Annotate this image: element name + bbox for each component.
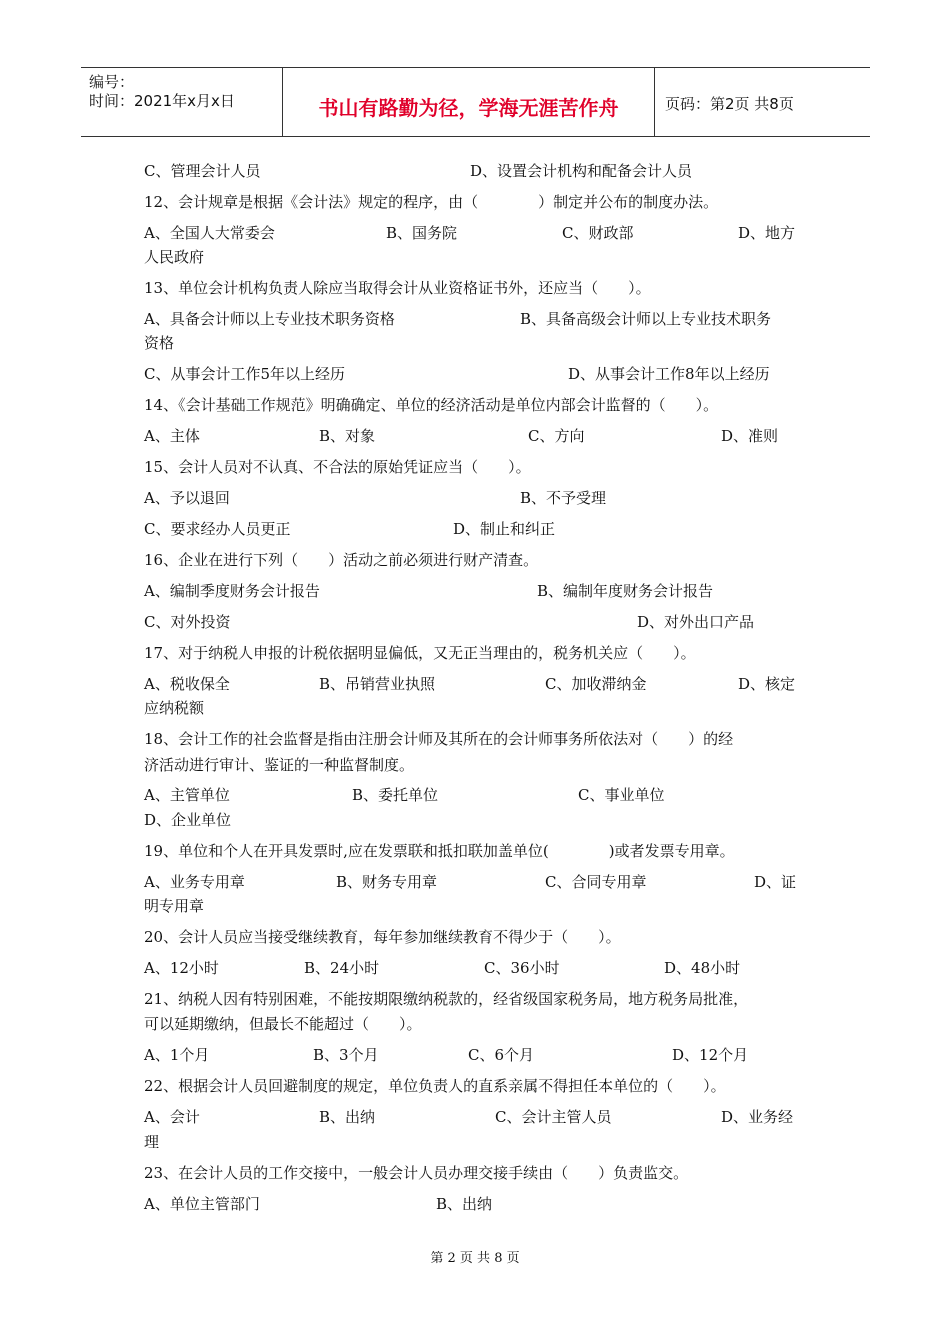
q22-option-d: D、业务经: [721, 1108, 794, 1126]
header-motto-cell: [283, 68, 655, 136]
q19-option-a: A、业务专用章: [144, 873, 245, 891]
q11-option-c: C、管理会计人员: [144, 162, 261, 180]
q15-stem: 15、会计人员对不认真、不合法的原始凭证应当（ ）。: [144, 458, 531, 476]
q18-stem-line-1: 18、会计工作的社会监督是指由注册会计师及其所在的会计师事务所依法对（ ）的经: [144, 730, 734, 748]
q17-option-b: B、吊销营业执照: [319, 675, 436, 693]
q14-option-d: D、准则: [721, 427, 779, 445]
q12-option-c: C、财政部: [562, 224, 634, 242]
q12-option-d-cont: 人民政府: [144, 248, 205, 266]
q19-stem: 19、单位和个人在开具发票时,应在发票联和抵扣联加盖单位( )或者发票专用章。: [144, 842, 735, 860]
q16-option-d: D、对外出口产品: [637, 613, 755, 631]
q15-option-b: B、不予受理: [520, 489, 607, 507]
q20-option-a: A、12小时: [144, 959, 219, 977]
q23-stem: 23、在会计人员的工作交接中，一般会计人员办理交接手续由（ ）负责监交。: [144, 1164, 689, 1182]
q13-option-c: C、从事会计工作5年以上经历: [144, 365, 346, 383]
q19-option-c: C、合同专用章: [545, 873, 647, 891]
page-header: [81, 67, 870, 137]
q22-option-c: C、会计主管人员: [495, 1108, 612, 1126]
q22-option-a: A、会计: [144, 1108, 200, 1126]
q14-option-b: B、对象: [319, 427, 376, 445]
q14-option-c: C、方向: [528, 427, 585, 445]
q17-option-c: C、加收滞纳金: [545, 675, 647, 693]
q15-option-c: C、要求经办人员更正: [144, 520, 291, 538]
q21-stem-line-2: 可以延期缴纳，但最长不能超过（ ）。: [144, 1015, 422, 1033]
q20-option-d: D、48小时: [664, 959, 741, 977]
q22-option-b: B、出纳: [319, 1108, 376, 1126]
q15-option-d: D、制止和纠正: [453, 520, 556, 538]
q17-option-d-cont: 应纳税额: [144, 699, 205, 717]
q17-option-d: D、核定: [738, 675, 796, 693]
q16-option-b: B、编制年度财务会计报告: [537, 582, 714, 600]
q11-option-d: D、设置会计机构和配备会计人员: [470, 162, 693, 180]
q21-option-d: D、12个月: [672, 1046, 749, 1064]
header-meta-cell: [81, 68, 283, 136]
q13-option-b: B、具备高级会计师以上专业技术职务: [520, 310, 772, 328]
q16-option-a: A、编制季度财务会计报告: [144, 582, 320, 600]
q13-option-a: A、具备会计师以上专业技术职务资格: [144, 310, 395, 328]
q21-stem-line-1: 21、纳税人因有特别困难，不能按期限缴纳税款的，经省级国家税务局，地方税务局批准，: [144, 990, 749, 1008]
q16-stem: 16、企业在进行下列（ ）活动之前必须进行财产清查。: [144, 551, 539, 569]
document-date-label: 时间：2021年x月x日: [89, 92, 235, 110]
header-page-cell: [655, 68, 870, 136]
q13-option-d: D、从事会计工作8年以上经历: [568, 365, 770, 383]
q20-option-c: C、36小时: [484, 959, 560, 977]
q23-option-a: A、单位主管部门: [144, 1195, 260, 1213]
q13-stem: 13、单位会计机构负责人除应当取得会计从业资格证书外，还应当（ ）。: [144, 279, 651, 297]
q19-option-d-cont: 明专用章: [144, 897, 205, 915]
q23-option-b: B、出纳: [436, 1195, 493, 1213]
document-code-label: 编号：: [89, 73, 135, 91]
q21-option-c: C、6个月: [468, 1046, 535, 1064]
q15-option-a: A、予以退回: [144, 489, 230, 507]
q12-stem: 12、会计规章是根据《会计法》规定的程序，由（ ）制定并公布的制度办法。: [144, 193, 719, 211]
q21-option-b: B、3个月: [313, 1046, 379, 1064]
q13-option-b-cont: 资格: [144, 334, 175, 352]
q12-option-b: B、国务院: [386, 224, 458, 242]
q17-stem: 17、对于纳税人申报的计税依据明显偏低，又无正当理由的，税务机关应（ ）。: [144, 644, 696, 662]
header-page-number: 页码：第2页 共8页: [665, 95, 794, 113]
q19-option-b: B、财务专用章: [336, 873, 438, 891]
q20-stem: 20、会计人员应当接受继续教育，每年参加继续教育不得少于（ ）。: [144, 928, 621, 946]
q14-option-a: A、主体: [144, 427, 200, 445]
q18-option-b: B、委托单位: [352, 786, 439, 804]
q21-option-a: A、1个月: [144, 1046, 210, 1064]
q18-option-a: A、主管单位: [144, 786, 230, 804]
header-motto: 书山有路勤为径，学海无涯苦作舟: [318, 96, 619, 120]
q17-option-a: A、税收保全: [144, 675, 230, 693]
q16-option-c: C、对外投资: [144, 613, 231, 631]
q20-option-b: B、24小时: [304, 959, 380, 977]
q19-option-d: D、证: [754, 873, 797, 891]
q12-option-d: D、地方: [738, 224, 796, 242]
q22-option-d-cont: 理: [144, 1133, 160, 1151]
q12-option-a: A、全国人大常委会: [144, 224, 275, 242]
q22-stem: 22、根据会计人员回避制度的规定，单位负责人的直系亲属不得担任本单位的（ ）。: [144, 1077, 726, 1095]
page-footer: 第 2 页 共 8 页: [430, 1251, 520, 1266]
q18-option-c: C、事业单位: [578, 786, 665, 804]
q14-stem: 14、《会计基础工作规范》明确确定、单位的经济活动是单位内部会计监督的（ ）。: [144, 396, 719, 414]
q18-option-d: D、企业单位: [144, 811, 232, 829]
q18-stem-line-2: 济活动进行审计、鉴证的一种监督制度。: [144, 756, 415, 774]
